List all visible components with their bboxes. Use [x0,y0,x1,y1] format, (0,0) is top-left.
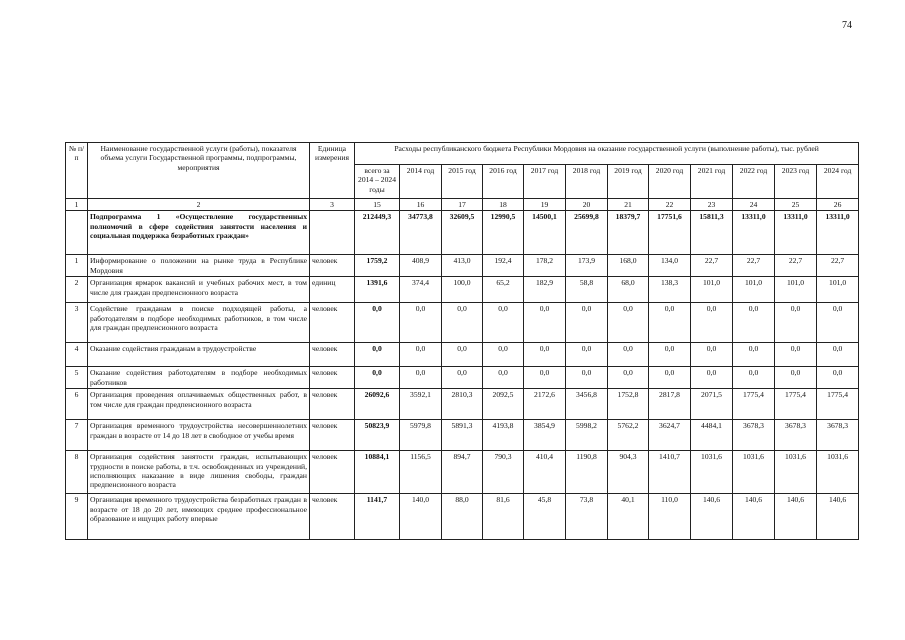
row-year-value: 65,2 [483,277,524,303]
row-year-value: 192,4 [483,255,524,277]
index-cell: 20 [566,199,608,211]
row-year-value: 0,0 [817,303,859,343]
row-year-value: 0,0 [524,343,566,367]
header-year: 2016 год [483,165,524,199]
row-year-value: 1775,4 [733,389,775,420]
subprogram-value: 34773,8 [400,211,442,255]
row-year-value: 3592,1 [400,389,442,420]
table-row [66,451,859,494]
row-year-value: 1156,5 [400,451,442,494]
row-year-value: 182,9 [524,277,566,303]
row-year-value: 140,6 [817,494,859,540]
row-year-value: 0,0 [442,303,483,343]
row-year-value: 58,8 [566,277,608,303]
row-year-value: 138,3 [649,277,691,303]
row-year-value: 68,0 [608,277,649,303]
subprogram-value: 17751,6 [649,211,691,255]
row-year-value: 178,2 [524,255,566,277]
header-year: 2023 год [775,165,817,199]
row-year-value: 3854,9 [524,420,566,451]
row-year-value: 0,0 [566,367,608,389]
page-number: 74 [842,20,852,31]
row-name: Оказание содействия работодателям в подборе необходимых работников [88,367,310,389]
row-num: 9 [66,494,88,540]
row-year-value: 0,0 [566,343,608,367]
row-year-value: 0,0 [691,343,733,367]
row-total: 1391,6 [355,277,400,303]
header-year: 2021 год [691,165,733,199]
subprogram-unit [310,211,355,255]
row-year-value: 100,0 [442,277,483,303]
index-row [66,199,859,211]
expenses-table-container [65,142,858,540]
subprogram-value: 13311,0 [775,211,817,255]
row-year-value: 0,0 [691,303,733,343]
row-year-value: 0,0 [483,367,524,389]
subprogram-value: 212449,3 [355,211,400,255]
row-year-value: 2810,3 [442,389,483,420]
row-year-value: 0,0 [483,303,524,343]
row-total: 10884,1 [355,451,400,494]
row-total: 0,0 [355,367,400,389]
table-row [66,494,859,540]
row-year-value: 790,3 [483,451,524,494]
row-num: 3 [66,303,88,343]
row-year-value: 0,0 [400,367,442,389]
row-year-value: 110,0 [649,494,691,540]
row-num: 5 [66,367,88,389]
row-year-value: 0,0 [649,303,691,343]
row-year-value: 1775,4 [817,389,859,420]
row-unit: человек [310,303,355,343]
row-unit: человек [310,494,355,540]
row-unit: человек [310,451,355,494]
row-year-value: 4484,1 [691,420,733,451]
row-total: 0,0 [355,343,400,367]
header-year: 2018 год [566,165,608,199]
row-year-value: 3678,3 [733,420,775,451]
row-year-value: 0,0 [483,343,524,367]
row-year-value: 1031,6 [775,451,817,494]
index-cell: 21 [608,199,649,211]
row-year-value: 140,0 [400,494,442,540]
row-year-value: 0,0 [817,343,859,367]
index-cell: 18 [483,199,524,211]
row-year-value: 0,0 [442,367,483,389]
row-unit: единиц [310,277,355,303]
row-name: Содействие гражданам в поиске подходящей работы, а работодателям в подборе необходимых работников, в том числе для граждан предпенсионного возраста [88,303,310,343]
index-cell: 2 [88,199,310,211]
header-num: № п/п [66,143,88,199]
row-unit: человек [310,367,355,389]
row-year-value: 40,1 [608,494,649,540]
row-year-value: 3456,8 [566,389,608,420]
table-row [66,420,859,451]
row-year-value: 22,7 [733,255,775,277]
row-year-value: 0,0 [817,367,859,389]
row-year-value: 22,7 [817,255,859,277]
row-unit: человек [310,420,355,451]
table-row [66,367,859,389]
row-year-value: 894,7 [442,451,483,494]
expenses-table [65,142,859,540]
header-year: 2024 год [817,165,859,199]
row-year-value: 2092,5 [483,389,524,420]
row-num: 2 [66,277,88,303]
row-year-value: 140,6 [691,494,733,540]
subprogram-value: 13311,0 [817,211,859,255]
row-name: Организация проведения оплачиваемых общественных работ, в том числе для граждан предпенсионного возраста [88,389,310,420]
row-year-value: 0,0 [608,343,649,367]
subprogram-row [66,211,859,255]
row-year-value: 101,0 [733,277,775,303]
index-cell: 15 [355,199,400,211]
index-cell: 26 [817,199,859,211]
row-total: 1759,2 [355,255,400,277]
index-cell: 17 [442,199,483,211]
row-unit: человек [310,389,355,420]
row-year-value: 410,4 [524,451,566,494]
header-year: 2019 год [608,165,649,199]
row-year-value: 3678,3 [775,420,817,451]
subprogram-value: 14500,1 [524,211,566,255]
header-unit: Единица измерения [310,143,355,199]
row-year-value: 374,4 [400,277,442,303]
row-year-value: 2071,5 [691,389,733,420]
index-cell: 22 [649,199,691,211]
row-num: 4 [66,343,88,367]
row-unit: человек [310,255,355,277]
row-year-value: 88,0 [442,494,483,540]
row-year-value: 2172,6 [524,389,566,420]
index-cell: 1 [66,199,88,211]
row-year-value: 0,0 [649,367,691,389]
row-year-value: 0,0 [733,303,775,343]
header-year: 2020 год [649,165,691,199]
row-name: Организация содействия занятости граждан, испытывающих трудности в поиске работы, в т.ч. освобожденных из учреждений, исполняющих наказание в виде лишения свободы, граждан предпенсионного возраста [88,451,310,494]
subprogram-value: 12990,5 [483,211,524,255]
header-year: 2017 год [524,165,566,199]
row-year-value: 140,6 [775,494,817,540]
row-year-value: 1031,6 [691,451,733,494]
row-total: 1141,7 [355,494,400,540]
index-cell: 24 [733,199,775,211]
table-row [66,343,859,367]
row-year-value: 1752,8 [608,389,649,420]
header-year: 2022 год [733,165,775,199]
row-year-value: 0,0 [524,303,566,343]
row-year-value: 0,0 [400,343,442,367]
row-year-value: 0,0 [608,367,649,389]
row-name: Организация ярмарок вакансий и учебных рабочих мест, в том числе для граждан предпенсионного возраста [88,277,310,303]
row-num: 1 [66,255,88,277]
header-year: 2015 год [442,165,483,199]
row-year-value: 0,0 [733,343,775,367]
row-year-value: 1410,7 [649,451,691,494]
row-year-value: 0,0 [775,343,817,367]
row-year-value: 1031,6 [817,451,859,494]
row-num: 7 [66,420,88,451]
row-year-value: 5998,2 [566,420,608,451]
row-year-value: 168,0 [608,255,649,277]
row-year-value: 413,0 [442,255,483,277]
row-year-value: 1031,6 [733,451,775,494]
subprogram-value: 15811,3 [691,211,733,255]
header-year: 2014 год [400,165,442,199]
row-year-value: 140,6 [733,494,775,540]
subprogram-value: 13311,0 [733,211,775,255]
header-expenses: Расходы республиканского бюджета Республики Мордовия на оказание государственной услуги (выполнение работы), тыс. рублей [355,143,859,165]
subprogram-name: Подпрограмма 1 «Осуществление государственных полномочий в сфере содействия занятости населения и социальная поддержка безработных граждан» [88,211,310,255]
table-row [66,303,859,343]
row-year-value: 904,3 [608,451,649,494]
row-year-value: 3678,3 [817,420,859,451]
index-cell: 16 [400,199,442,211]
row-total: 0,0 [355,303,400,343]
row-year-value: 5979,8 [400,420,442,451]
row-year-value: 101,0 [817,277,859,303]
row-year-value: 0,0 [400,303,442,343]
row-total: 26092,6 [355,389,400,420]
row-year-value: 0,0 [775,367,817,389]
row-num: 6 [66,389,88,420]
index-cell: 19 [524,199,566,211]
row-year-value: 81,6 [483,494,524,540]
row-year-value: 1775,4 [775,389,817,420]
row-year-value: 0,0 [524,367,566,389]
row-year-value: 2817,8 [649,389,691,420]
row-year-value: 73,8 [566,494,608,540]
row-year-value: 22,7 [775,255,817,277]
subprogram-num [66,211,88,255]
row-year-value: 0,0 [566,303,608,343]
table-row [66,389,859,420]
row-year-value: 4193,8 [483,420,524,451]
row-num: 8 [66,451,88,494]
header-total: всего за 2014 – 2024 годы [355,165,400,199]
row-year-value: 3624,7 [649,420,691,451]
row-year-value: 408,9 [400,255,442,277]
index-cell: 23 [691,199,733,211]
row-name: Оказание содействия гражданам в трудоустройстве [88,343,310,367]
index-cell: 3 [310,199,355,211]
subprogram-value: 18379,7 [608,211,649,255]
row-year-value: 101,0 [775,277,817,303]
row-total: 50823,9 [355,420,400,451]
row-year-value: 5762,2 [608,420,649,451]
row-name: Организация временного трудоустройства безработных граждан в возрасте от 18 до 20 лет, имеющих среднее профессиональное образование и ищущих работу впервые [88,494,310,540]
index-cell: 25 [775,199,817,211]
subprogram-value: 25699,8 [566,211,608,255]
row-year-value: 5891,3 [442,420,483,451]
row-year-value: 134,0 [649,255,691,277]
row-year-value: 0,0 [691,367,733,389]
table-row [66,255,859,277]
row-year-value: 0,0 [442,343,483,367]
header-name: Наименование государственной услуги (работы), показателя объема услуги Государственной программы, подпрограммы, мероприятия [88,143,310,199]
row-year-value: 0,0 [649,343,691,367]
subprogram-value: 32609,5 [442,211,483,255]
row-year-value: 0,0 [775,303,817,343]
row-year-value: 173,9 [566,255,608,277]
table-row [66,277,859,303]
row-year-value: 101,0 [691,277,733,303]
row-unit: человек [310,343,355,367]
row-name: Информирование о положении на рынке труда в Республике Мордовия [88,255,310,277]
row-year-value: 1190,8 [566,451,608,494]
row-name: Организация временного трудоустройства несовершеннолетних граждан в возрасте от 14 до 18 лет в свободное от учебы время [88,420,310,451]
row-year-value: 0,0 [733,367,775,389]
row-year-value: 45,8 [524,494,566,540]
row-year-value: 22,7 [691,255,733,277]
row-year-value: 0,0 [608,303,649,343]
